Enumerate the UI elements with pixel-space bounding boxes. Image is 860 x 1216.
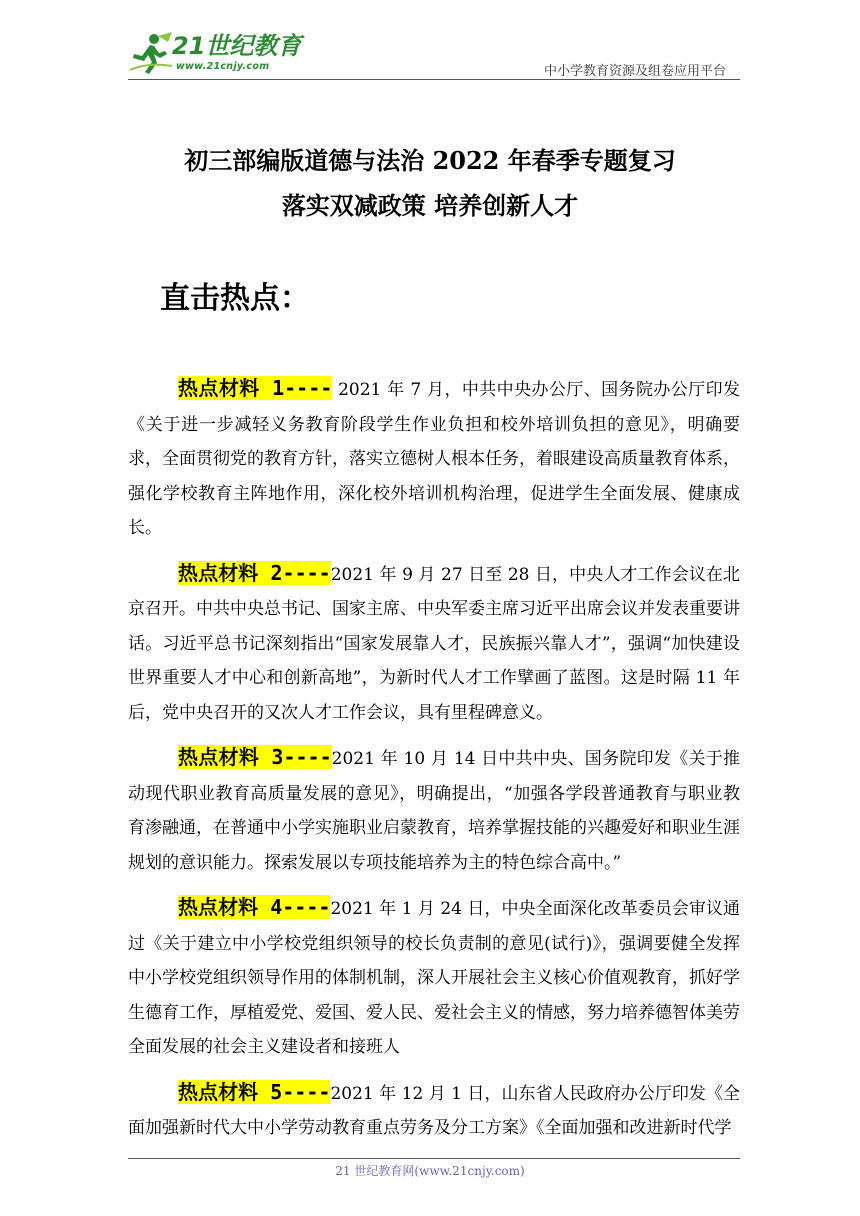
material-paragraph-4 [128, 890, 740, 1065]
material-paragraph-5 [128, 1075, 740, 1146]
material-label-1: 热点材料 1---- [178, 376, 333, 400]
site-logo[interactable] [128, 32, 302, 78]
platform-name: 中小学教育资源及组卷应用平台 [543, 64, 726, 79]
document-subtitle: 落实双减政策 培养创新人才 [281, 191, 579, 220]
material-text-4: 2021 年 1 月 24 日，中央全面深化改革委员会审议通过《关于建立中小学校党组织领导的校长负责制的意见(试行)》，强调要健全发挥中小学校党组织领导作用的体制机制，深人开展社会主义核心价值观教育，抓好学生德育工作，厚植爱党、爱国、爱人民、爱社会主义的情感，努力培养德智体美劳全面发展的社会主义建设者和接班人 [128, 899, 740, 1057]
material-paragraph-2 [128, 556, 740, 731]
header-divider [128, 79, 740, 80]
material-label-3: 热点材料 3---- [178, 745, 332, 769]
material-label-5: 热点材料 5---- [178, 1079, 331, 1104]
material-text-5: 2021 年 12 月 1 日，山东省人民政府办公厅印发《全面加强新时代大中小学劳动教育重点劳务及分工方案》《全面加强和改进新时代学 [128, 1083, 740, 1138]
material-label-2: 热点材料 2---- [178, 560, 331, 585]
logo-url: www.21cnjy.com [176, 61, 270, 72]
page-header [128, 30, 740, 78]
runner-logo-icon [128, 32, 174, 76]
page-footer[interactable]: 21 世纪教育网(www.21cnjy.com) [335, 1164, 525, 1178]
material-paragraph-3 [128, 740, 740, 880]
material-paragraph-1 [128, 371, 740, 546]
document-title: 初三部编版道德与法治 2022 年春季专题复习 [184, 146, 676, 175]
material-text-3: 2021 年 10 月 14 日中共中央、国务院印发《关于推动现代职业教育高质量发展的意见》，明确提出，“加强各学段普通教育与职业教育渗融通，在普通中小学实施职业启蒙教育，培养掌握技能的兴趣爱好和职业生涯规划的意识能力。探索发展以专项技能培养为主的特色综合高中。” [128, 749, 741, 873]
material-text-2: 2021 年 9 月 27 日至 28 日，中央人才工作会议在北京召开。中共中央总书记、国家主席、中央军委主席习近平出席会议并发表重要讲话。习近平总书记深刻指出“国家发展靠人才，民族振兴靠人才”，强调“加快建设世界重要人才中心和创新高地”，为新时代人才工作擘画了蓝图。这是时隔 11 年后，党中央召开的又次人才工作会议，具有里程碑意义。 [128, 564, 741, 723]
material-text-1: 2021 年 7 月，中共中央办公厅、国务院办公厅印发《关于进一步减轻义务教育阶段学生作业负担和校外培训负担的意见》，明确要求，全面贯彻党的教育方针，落实立德树人根本任务，着眼建设高质量教育体系，强化学校教育主阵地作用，深化校外培训机构治理，促进学生全面发展、健康成长。 [128, 380, 740, 538]
section-heading: 直击热点： [160, 281, 310, 316]
logo-text: 21世纪教育 [172, 32, 302, 60]
footer-divider [128, 1158, 740, 1159]
material-label-4: 热点材料 4---- [178, 895, 331, 919]
document-body [128, 371, 740, 1156]
